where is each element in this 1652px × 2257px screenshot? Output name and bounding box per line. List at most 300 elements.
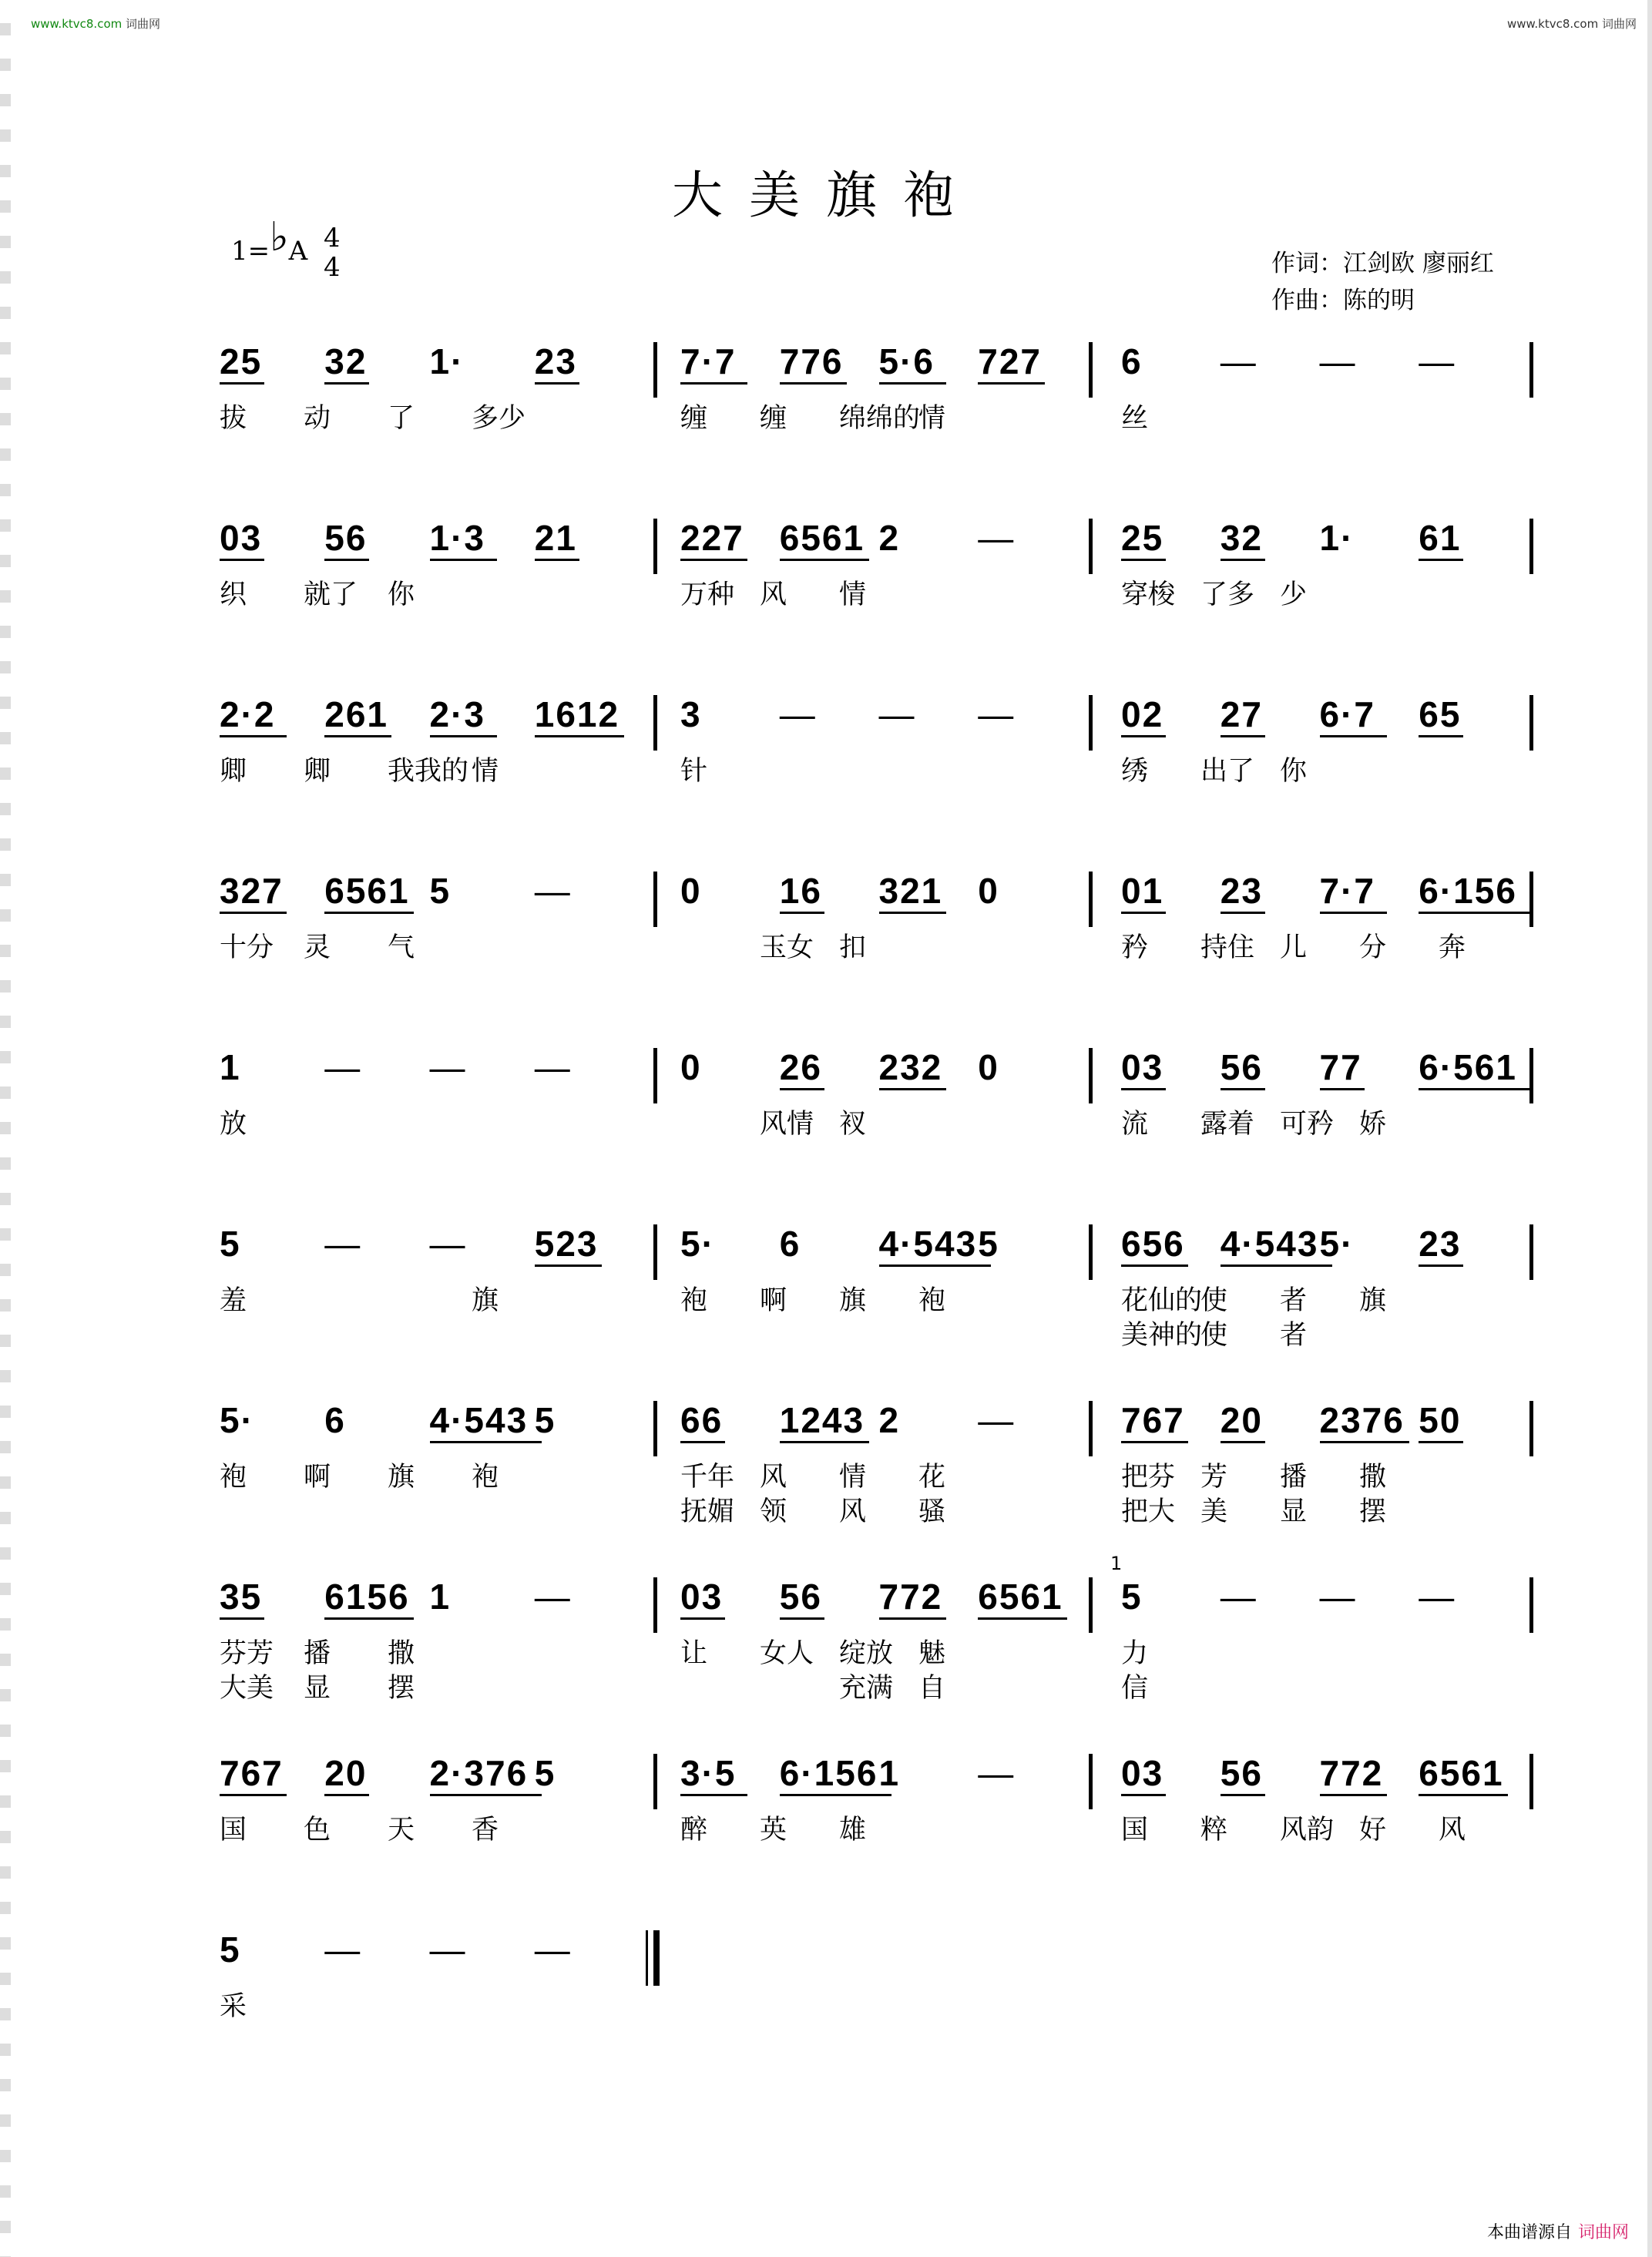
lyric: 十分 (220, 932, 274, 963)
lyric: 万种 (680, 579, 735, 610)
final-barline (653, 1930, 660, 1986)
lyric: 丝 (1121, 403, 1149, 434)
note-group: 1 (220, 1047, 241, 1087)
lyric: 缠 (760, 403, 787, 434)
lyric: 卿 (304, 756, 331, 787)
score-row (0, 1029, 1652, 1207)
lyric: 千年 (680, 1462, 735, 1493)
note-group: 6·156 (1419, 871, 1517, 911)
beam-underline (1221, 1441, 1265, 1443)
note-group: 5 (429, 871, 452, 911)
lyric: 羞 (220, 1285, 247, 1316)
lyric: 出了 (1200, 756, 1255, 787)
lyric: 者 (1280, 1320, 1308, 1351)
lyric: 露着 (1200, 1109, 1255, 1140)
lyric: 撒 (388, 1638, 415, 1669)
beam-underline (1121, 735, 1166, 737)
lyric: 播 (304, 1638, 331, 1669)
note-group: 3 (680, 694, 702, 734)
score-row (0, 500, 1652, 677)
barline (1089, 872, 1093, 927)
flat-icon: ♭ (270, 214, 289, 260)
extension-dash: — (324, 1047, 361, 1087)
note-group: 7·7 (1319, 871, 1375, 911)
note-group: 56 (1220, 1753, 1263, 1793)
note-group: 5 (534, 1753, 556, 1793)
final-barline-thin (646, 1930, 648, 1986)
lyric: 少 (1280, 579, 1308, 610)
note-group: 656 (1121, 1224, 1185, 1264)
lyric: 芬芳 (220, 1638, 274, 1669)
key-note: A (288, 236, 308, 267)
note-group: 4·543 (878, 1224, 978, 1264)
note-group: 0 (978, 871, 999, 911)
lyric: 玉女 (760, 932, 814, 963)
note-group: 227 (680, 518, 744, 558)
beam-underline (1121, 559, 1166, 561)
note-group: 232 (878, 1047, 943, 1087)
beam-underline (535, 735, 624, 737)
lyricist: 作词：江剑欧 廖丽红 (1271, 250, 1494, 277)
lyric: 醉 (680, 1815, 708, 1846)
lyric: 天 (388, 1815, 415, 1846)
beam-underline (324, 912, 414, 914)
note-group: 50 (1419, 1400, 1462, 1440)
lyric: 花 (918, 1462, 946, 1493)
beam-underline (879, 1617, 946, 1620)
lyric: 把大 (1121, 1496, 1176, 1527)
note-group: 25 (220, 341, 263, 381)
beam-underline (1121, 1794, 1166, 1796)
lyric: 穿梭 (1121, 579, 1176, 610)
barline (1089, 519, 1093, 574)
lyric: 旗 (839, 1285, 867, 1316)
beam-underline (780, 912, 824, 914)
note-group: 03 (220, 518, 263, 558)
lyric: 把芬 (1121, 1462, 1176, 1493)
lyric: 矜 (1121, 932, 1149, 963)
lyric: 流 (1121, 1109, 1149, 1140)
beam-underline (324, 559, 369, 561)
beam-underline (1419, 1088, 1530, 1090)
note-group: 1·3 (429, 518, 485, 558)
extension-dash: — (429, 1224, 465, 1264)
lyric: 旗 (388, 1462, 415, 1493)
beam-underline (1221, 1088, 1265, 1090)
lyric: 分 (1359, 932, 1387, 963)
beam-underline (1419, 559, 1463, 561)
beam-underline (680, 1617, 725, 1620)
beam-underline (1419, 1794, 1508, 1796)
note-group: 16 (779, 871, 822, 911)
note-group: 6561 (779, 518, 865, 558)
note-group: 32 (1220, 518, 1263, 558)
beam-underline (978, 382, 1045, 385)
barline (653, 1577, 657, 1633)
lyric: 动 (304, 403, 331, 434)
lyric: 魅 (918, 1638, 946, 1669)
lyric: 袍 (918, 1285, 946, 1316)
lyric: 摆 (1359, 1496, 1387, 1527)
lyric: 情 (918, 403, 946, 434)
note-group: 5 (534, 1400, 556, 1440)
note-group: 727 (978, 341, 1042, 381)
lyric: 啊 (760, 1285, 787, 1316)
beam-underline (220, 382, 264, 385)
lyric: 风 (839, 1496, 867, 1527)
lyric: 播 (1280, 1462, 1308, 1493)
beam-underline (535, 382, 579, 385)
key-prefix: 1= (231, 236, 270, 267)
lyric: 采 (220, 1991, 247, 2022)
note-group: 02 (1121, 694, 1164, 734)
score-title: 大美旗袍 (672, 166, 980, 225)
beam-underline (324, 735, 391, 737)
lyric: 卿 (220, 756, 247, 787)
footer (1487, 2219, 1629, 2243)
volta-marker: 1 (1110, 1553, 1123, 1574)
note-group: 6·7 (1319, 694, 1375, 734)
lyric: 拔 (220, 403, 247, 434)
beam-underline (1121, 1265, 1188, 1267)
lyric: 儿 (1280, 932, 1308, 963)
extension-dash: — (324, 1224, 361, 1264)
credits (1271, 245, 1494, 319)
beam-underline (430, 1794, 542, 1796)
score-row (0, 677, 1652, 854)
lyric: 国 (1121, 1815, 1149, 1846)
barline (1529, 872, 1533, 927)
lyric: 粹 (1200, 1815, 1228, 1846)
note-group: 2 (878, 518, 901, 558)
barline (1089, 1577, 1093, 1633)
beam-underline (324, 1617, 414, 1620)
note-group: 5 (220, 1930, 241, 1970)
note-group: 5 (220, 1224, 241, 1264)
note-group: 23 (1220, 871, 1263, 911)
lyric: 织 (220, 579, 247, 610)
lyric: 灵 (304, 932, 331, 963)
beam-underline (1221, 735, 1265, 737)
beam-underline (879, 912, 946, 914)
note-group: 20 (324, 1753, 368, 1793)
header-right-url[interactable]: www.ktvc8.com (1506, 17, 1599, 31)
note-group: 6 (779, 1224, 801, 1264)
barline (653, 695, 657, 751)
lyric: 摆 (388, 1673, 415, 1704)
note-group: 4·543 (1220, 1224, 1319, 1264)
extension-dash: — (429, 1930, 465, 1970)
note-group: 6 (1121, 341, 1143, 381)
lyric: 绵绵的 (839, 403, 921, 434)
extension-dash: — (1419, 1577, 1455, 1617)
beam-underline (1221, 1265, 1332, 1267)
note-group: 6561 (324, 871, 410, 911)
barline (1529, 342, 1533, 398)
lyric: 风 (1439, 1815, 1466, 1846)
note-group: 6 (324, 1400, 346, 1440)
barline (1529, 1577, 1533, 1633)
time-signature (324, 223, 341, 282)
extension-dash: — (534, 1930, 570, 1970)
header-left (31, 15, 160, 32)
note-group: 25 (1121, 518, 1164, 558)
lyric: 芳 (1200, 1462, 1228, 1493)
score-row (0, 324, 1652, 501)
note-group: 66 (680, 1400, 724, 1440)
note-group: 56 (324, 518, 368, 558)
note-group: 523 (534, 1224, 599, 1264)
lyric: 娇 (1359, 1109, 1387, 1140)
extension-dash: — (324, 1930, 361, 1970)
beam-underline (1221, 1794, 1265, 1796)
beam-underline (780, 559, 869, 561)
note-group: 77 (1319, 1047, 1362, 1087)
barline (1529, 519, 1533, 574)
beam-underline (1320, 1441, 1409, 1443)
note-group: 772 (1319, 1753, 1384, 1793)
lyric: 旗 (1359, 1285, 1387, 1316)
note-group: 01 (1121, 871, 1164, 911)
lyric: 旗 (472, 1285, 499, 1316)
beam-underline (430, 1441, 542, 1443)
beam-underline (1320, 1794, 1387, 1796)
note-group: 6561 (978, 1577, 1063, 1617)
lyric: 可矜 (1280, 1109, 1335, 1140)
note-group: 6561 (1419, 1753, 1504, 1793)
beam-underline (1419, 1441, 1463, 1443)
score-row (0, 853, 1652, 1030)
note-group: 767 (220, 1753, 284, 1793)
time-top: 4 (324, 223, 341, 254)
note-group: 2 (878, 1400, 901, 1440)
note-group: 772 (878, 1577, 943, 1617)
lyric: 显 (304, 1673, 331, 1704)
beam-underline (780, 1441, 869, 1443)
lyric: 花仙的 (1121, 1285, 1203, 1316)
extension-dash: — (1220, 341, 1256, 381)
extension-dash: — (779, 694, 815, 734)
beam-underline (1221, 912, 1265, 914)
beam-underline (220, 1617, 264, 1620)
beam-underline (1320, 912, 1387, 914)
note-group: 03 (1121, 1753, 1164, 1793)
note-group: 5 (1121, 1577, 1143, 1617)
barline (653, 1224, 657, 1280)
beam-underline (220, 1794, 287, 1796)
header-left-site: 词曲网 (126, 17, 161, 31)
barline (653, 342, 657, 398)
lyric: 大美 (220, 1673, 274, 1704)
beam-underline (430, 559, 497, 561)
lyric: 持住 (1200, 932, 1255, 963)
note-group: 0 (680, 871, 702, 911)
score-row (0, 1912, 1652, 2089)
beam-underline (1419, 1265, 1463, 1267)
note-group: 6·156 (779, 1753, 878, 1793)
note-group: 6·561 (1419, 1047, 1517, 1087)
lyric: 显 (1280, 1496, 1308, 1527)
header-right-site: 词曲网 (1601, 17, 1637, 31)
lyric: 放 (220, 1109, 247, 1140)
note-group: 6156 (324, 1577, 410, 1617)
note-group: 5· (220, 1400, 254, 1440)
lyric: 袍 (680, 1285, 708, 1316)
lyric: 我我的 (388, 756, 469, 787)
lyric: 英 (760, 1815, 787, 1846)
lyric: 缠 (680, 403, 708, 434)
note-group: 23 (1419, 1224, 1462, 1264)
beam-underline (535, 1265, 602, 1267)
header-left-url[interactable]: www.ktvc8.com (31, 17, 123, 31)
note-group: 32 (324, 341, 368, 381)
lyric: 使 (1200, 1320, 1228, 1351)
note-group: 2376 (1319, 1400, 1405, 1440)
extension-dash: — (1419, 341, 1455, 381)
beam-underline (780, 382, 847, 385)
extension-dash: — (534, 1047, 570, 1087)
beam-underline (680, 382, 747, 385)
lyric: 色 (304, 1815, 331, 1846)
note-group: 7·7 (680, 341, 737, 381)
lyric: 情 (472, 756, 499, 787)
barline (1089, 695, 1093, 751)
beam-underline (780, 1794, 891, 1796)
barline (1089, 1754, 1093, 1809)
note-group: 27 (1220, 694, 1263, 734)
barline (1529, 695, 1533, 751)
time-bottom: 4 (324, 252, 341, 283)
score-row (0, 1206, 1652, 1383)
note-group: 20 (1220, 1400, 1263, 1440)
barline (1529, 1224, 1533, 1280)
lyric: 风 (760, 579, 787, 610)
beam-underline (1121, 1441, 1188, 1443)
note-group: 35 (220, 1577, 263, 1617)
lyric: 就了 (304, 579, 358, 610)
note-group: 327 (220, 871, 284, 911)
lyric: 让 (680, 1638, 708, 1669)
note-group: 1243 (779, 1400, 865, 1440)
extension-dash: — (878, 694, 915, 734)
lyric: 针 (680, 756, 708, 787)
barline (653, 872, 657, 927)
beam-underline (780, 1617, 824, 1620)
lyric: 力 (1121, 1638, 1149, 1669)
beam-underline (879, 1265, 991, 1267)
extension-dash: — (429, 1047, 465, 1087)
note-group: 61 (1419, 518, 1462, 558)
lyric: 美神的 (1121, 1320, 1203, 1351)
beam-underline (780, 1088, 824, 1090)
extension-dash: — (978, 518, 1014, 558)
barline (1529, 1401, 1533, 1456)
note-group: 21 (534, 518, 577, 558)
barline (1089, 1048, 1093, 1103)
lyric: 啊 (304, 1462, 331, 1493)
extension-dash: — (1220, 1577, 1256, 1617)
barline (1089, 1224, 1093, 1280)
lyric: 风韵 (1280, 1815, 1335, 1846)
score-row (0, 1553, 1652, 1736)
composer: 作曲：陈的明 (1271, 287, 1415, 314)
lyric: 国 (220, 1815, 247, 1846)
note-group: 5· (1319, 1224, 1355, 1264)
beam-underline (978, 1617, 1067, 1620)
lyric: 抚媚 (680, 1496, 735, 1527)
beam-underline (324, 1794, 369, 1796)
note-group: 03 (1121, 1047, 1164, 1087)
lyric: 风情 (760, 1109, 814, 1140)
beam-underline (1121, 1088, 1166, 1090)
note-group: 1 (429, 1577, 452, 1617)
lyric: 袍 (472, 1462, 499, 1493)
note-group: 2·3 (429, 694, 485, 734)
extension-dash: — (978, 694, 1014, 734)
beam-underline (220, 912, 287, 914)
lyric: 骚 (918, 1496, 946, 1527)
barline (1529, 1048, 1533, 1103)
footer-brand[interactable]: 词曲网 (1577, 2223, 1629, 2242)
lyric: 多少 (472, 403, 526, 434)
beam-underline (220, 559, 264, 561)
lyric: 女人 (760, 1638, 814, 1669)
lyric: 情 (839, 579, 867, 610)
beam-underline (220, 735, 287, 737)
score-row (0, 1735, 1652, 1913)
note-group: 2·2 (220, 694, 276, 734)
note-group: 3·5 (680, 1753, 737, 1793)
lyric: 了多 (1200, 579, 1255, 610)
lyric: 袍 (220, 1462, 247, 1493)
beam-underline (879, 382, 946, 385)
note-group: 1· (1319, 518, 1355, 558)
beam-underline (1320, 735, 1387, 737)
lyric: 衩 (839, 1109, 867, 1140)
beam-underline (1320, 1088, 1365, 1090)
beam-underline (680, 559, 747, 561)
lyric: 气 (388, 932, 415, 963)
lyric: 绣 (1121, 756, 1149, 787)
barline (1089, 1401, 1093, 1456)
footer-text: 本曲谱源自 (1486, 2223, 1572, 2242)
lyric: 好 (1359, 1815, 1387, 1846)
lyric: 扣 (839, 932, 867, 963)
beam-underline (680, 1794, 747, 1796)
extension-dash: — (534, 1577, 570, 1617)
beam-underline (1221, 559, 1265, 561)
extension-dash: — (978, 1753, 1014, 1793)
note-group: 5·6 (878, 341, 935, 381)
lyric: 领 (760, 1496, 787, 1527)
extension-dash: — (1319, 341, 1355, 381)
beam-underline (1121, 912, 1166, 914)
note-group: 5 (978, 1224, 999, 1264)
note-group: 2·376 (429, 1753, 529, 1793)
note-group: 321 (878, 871, 943, 911)
lyric: 撒 (1359, 1462, 1387, 1493)
note-group: 1612 (534, 694, 620, 734)
note-group: 03 (680, 1577, 724, 1617)
lyric: 信 (1121, 1673, 1149, 1704)
extension-dash: — (534, 871, 570, 911)
note-group: 1 (878, 1753, 901, 1793)
note-group: 56 (1220, 1047, 1263, 1087)
barline (653, 519, 657, 574)
note-group: 26 (779, 1047, 822, 1087)
lyric: 你 (388, 579, 415, 610)
beam-underline (324, 382, 369, 385)
